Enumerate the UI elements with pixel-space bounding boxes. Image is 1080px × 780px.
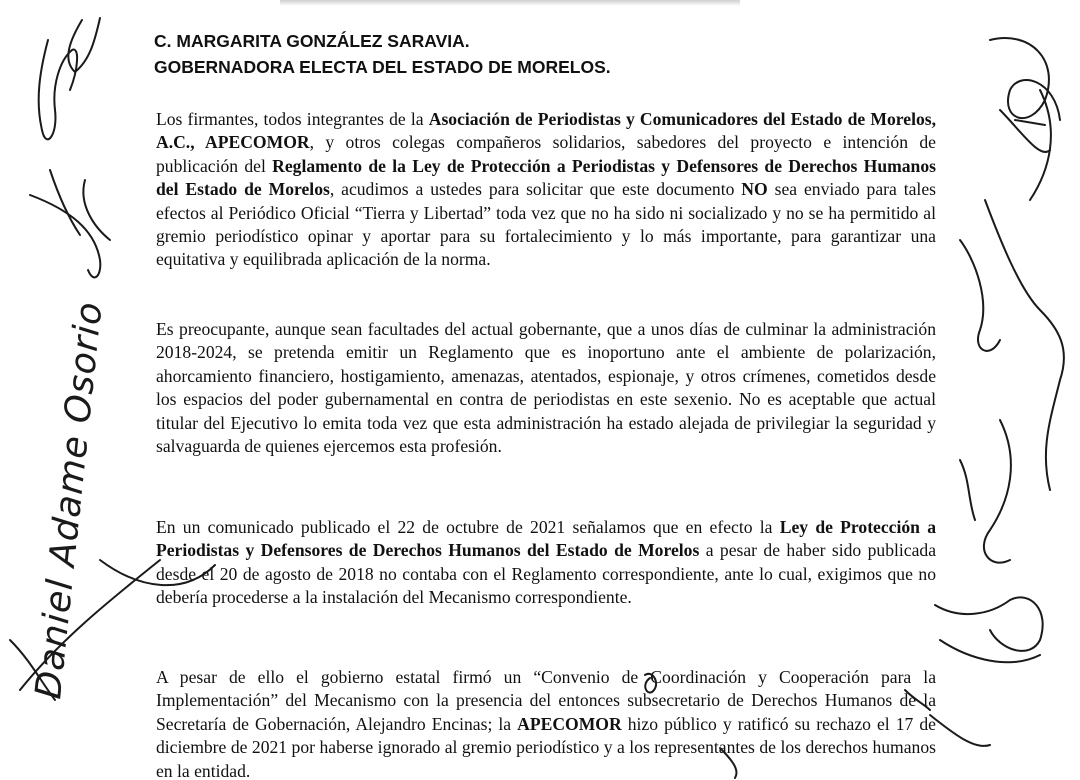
text-run: a pesar de haber sido publicada desde el 20 de agosto de 2018 no contaba con el Reglamento correspondiente, ante lo cual, exigimos que no debería procederse a la instalación del Mecanismo correspondiente.: [156, 540, 937, 608]
letter-addressee: [154, 28, 611, 80]
page-top-edge: [280, 0, 740, 6]
bold-text-run: Ley de Protección a Periodistas y Defensores de Derechos Humanos del Estado de Morelos: [156, 517, 937, 561]
text-run: En un comunicado publicado el 22 de octubre de 2021 señalamos que en efecto la: [156, 517, 780, 537]
text-run: Es preocupante, aunque sean facultades del actual gobernante, que a unos días de culminar la administración 2018-2024, se pretenda emitir un Reglamento que es inoportuno ante el ambiente de polarización, ahorcamiento financiero, hostigamiento, amenazas, atentados, espionaje, y otros crímenes, cometidos desde los espacios del poder gubernamental en contra de periodistas en este sexenio. No es aceptable que actual titular del Ejecutivo lo emita toda vez que esta administración ha estado alejada de privilegiar la seguridad y salvaguarda de quienes ejercemos esta profesión.: [156, 319, 936, 457]
bold-text-run: Reglamento de la Ley de Protección a Periodistas y Defensores de Derechos Humanos del Estado de Morelos: [156, 155, 936, 200]
signature-right-top: [990, 38, 1060, 120]
addressee-title: GOBERNADORA ELECTA DEL ESTADO DE MORELOS.: [154, 57, 611, 77]
paragraph-4: [156, 666, 936, 780]
text-run: hizo público y ratificó su rechazo el 17 de diciembre de 2021 por haberse ignorado al gremio periodístico y a los representantes de los derechos humanos en la entidad.: [156, 713, 936, 780]
text-run: Los firmantes, todos integrantes de la: [156, 109, 429, 129]
paragraph-3: [156, 516, 936, 610]
paragraph-2: [156, 318, 936, 458]
signature-right-bottom: [935, 597, 1043, 651]
addressee-name: C. MARGARITA GONZÁLEZ SARAVIA.: [154, 31, 470, 51]
text-run: A pesar de ello el gobierno estatal firmó un “Convenio de Coordinación y Cooperación para la Implementación” del Mecanismo con la presencia del entonces subsecretario de Derechos Humanos de la Secretaría de Gobernación, Alejandro Encinas; la: [156, 667, 936, 734]
text-run: , acudimos a ustedes para solicitar que este documento: [329, 179, 742, 200]
bold-text-run: NO: [741, 179, 768, 200]
signature-left-diagonal: [20, 560, 160, 690]
bold-text-run: APECOMOR: [517, 713, 622, 734]
text-run: , y otros colegas compañeros solidarios, sabedores del proyecto e intención de publicación del: [156, 132, 936, 176]
margin-name-handwriting: Daniel Adame Osorio: [28, 299, 111, 701]
signature-right-middle: [985, 200, 1064, 490]
signature-left-top: [39, 40, 77, 139]
bold-text-run: Asociación de Periodistas y Comunicadores del Estado de Morelos, A.C., APECOMOR: [156, 109, 936, 153]
paragraph-1: [156, 108, 936, 272]
text-run: sea enviado para tales efectos al Periódico Oficial “Tierra y Libertad” toda vez que no ha sido ni socializado y no se ha permitido al gremio periodístico opinar y aportar para su fortalecimiento y lo más importante, para garantizar una equitativa y equilibrada aplicación de la norma.: [156, 179, 936, 270]
